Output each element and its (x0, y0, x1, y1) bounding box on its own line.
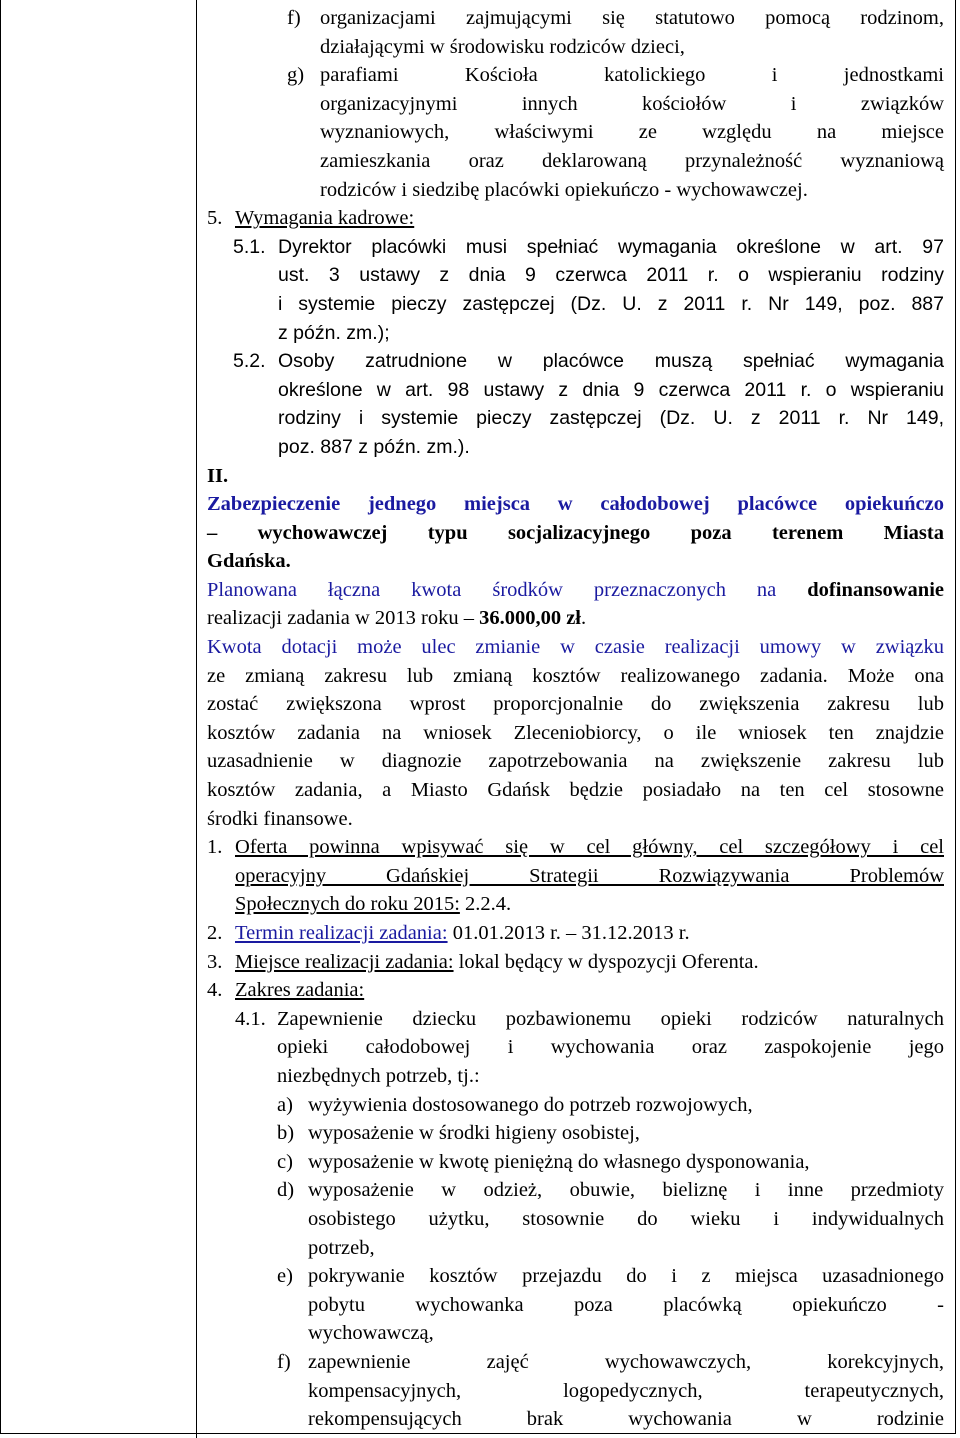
grant-line: Kwota dotacji może ulec zmianie w czasie realizacji umowy w związku (207, 636, 944, 659)
section-title-line: – wychowawczej typu socjalizacyjnego poza terenem Miasta (207, 521, 944, 544)
staff-item-5-1 (233, 233, 944, 347)
text-line: niezbędnych potrzeb, tj.: (277, 1064, 480, 1087)
text-line: wyposażenie w kwotę pieniężną do własnego dysponowania, (308, 1150, 810, 1173)
text-line: organizacyjnymi innych kościołów i związków (320, 92, 944, 115)
left-column (0, 0, 197, 1438)
underlined-text: Społecznych do roku 2015: (235, 893, 460, 916)
item-number: 3. (207, 950, 223, 973)
text-line: Zapewnienie dziecku pozbawionemu opieki rodziców naturalnych (277, 1007, 944, 1030)
amount-line (207, 576, 944, 605)
amount-text: Planowana łączna kwota środków przeznaczonych na (207, 578, 808, 601)
point-4 (207, 976, 944, 1005)
sub-item-b (277, 1119, 944, 1148)
point-4-1 (235, 1005, 944, 1091)
item-label: g) (287, 64, 305, 87)
amount-text: . (581, 607, 587, 630)
point-2 (207, 919, 944, 948)
sub-item-f (277, 1348, 944, 1434)
sub-item-e (277, 1262, 944, 1348)
item-label: e) (277, 1265, 293, 1288)
text-line (235, 890, 944, 919)
text-line: działającymi w środowisku rodziców dzieci, (320, 35, 685, 58)
text-line: rodziny i systemie pieczy zastępczej (Dz. U. z 2011 r. Nr 149, (278, 407, 944, 430)
text-line: parafiami Kościoła katolickiego i jednostkami (320, 64, 944, 87)
item-number: 2. (207, 922, 223, 944)
sub-item-d (277, 1176, 944, 1262)
grant-line: ze zmianą zakresu lub zmianą kosztów realizowanego zadania. Może ona (207, 664, 944, 687)
text-line: ust. 3 ustawy z dnia 9 czerwca 2011 r. o wspieraniu rodziny (278, 264, 944, 287)
staff-heading (207, 204, 944, 233)
amount-text: realizacji zadania w 2013 roku – (207, 607, 480, 630)
item-number: 4.1. (235, 1007, 266, 1030)
item-label: d) (277, 1179, 295, 1202)
text-line: potrzeb, (308, 1236, 375, 1259)
text-line: rekompensujących brak wychowania w rodzinie (308, 1408, 944, 1431)
item-number: 1. (207, 836, 223, 859)
grant-line: zostać zwiększona wprost proporcjonalnie do zwiększenia zakresu lub (207, 693, 944, 716)
staff-item-5-2 (233, 347, 944, 461)
text-line: rodziców i siedzibę placówki opiekuńczo - wychowawczej. (320, 178, 808, 201)
text-line: Osoby zatrudnione w placówce muszą spełniać wymagania (278, 350, 944, 373)
text-line: organizacjami zajmującymi się statutowo pomocą rodzinom, (320, 7, 944, 29)
text-line: Dyrektor placówki musi spełniać wymagania określone w art. 97 (278, 235, 944, 258)
amount-value: 36.000,00 zł (479, 607, 581, 630)
field-label: Miejsce realizacji zadania: (235, 950, 454, 973)
field-value: lokal będący w dyspozycji Oferenta. (453, 950, 759, 973)
text-line: wyposażenie w odzież, obuwie, bieliznę i inne przedmioty (308, 1179, 944, 1202)
grant-line: środki finansowe. (207, 807, 353, 830)
text-line: osobistego użytku, stosownie do wieku i indywidualnych (308, 1207, 944, 1230)
grant-line: kosztów zadania, a Miasto Gdańsk będzie posiadało na ten cel stosowne (207, 779, 944, 802)
item-label: f) (277, 1350, 291, 1373)
section-number: II. (207, 464, 229, 487)
text-line: wychowawczą, (308, 1322, 434, 1345)
text-line: operacyjny Gdańskiej Strategii Rozwiązywania Problemów (235, 864, 944, 887)
text-line: z późn. zm.); (278, 321, 390, 344)
item-number: 4. (207, 979, 223, 1002)
text-line: pobytu wychowanka poza placówką opiekuńczo - (308, 1293, 944, 1316)
item-label: b) (277, 1122, 295, 1145)
text-line: pokrywanie kosztów przejazdu do i z miejsca uzasadnionego (308, 1265, 944, 1288)
text-line: i systemie pieczy zastępczej (Dz. U. z 2011 r. Nr 149, poz. 887 (278, 292, 944, 315)
list-item-f (287, 4, 944, 61)
text-line: kompensacyjnych, logopedycznych, terapeutycznych, (308, 1379, 944, 1402)
field-label: Zakres zadania: (235, 979, 365, 1002)
text-line: określone w art. 98 ustawy z dnia 9 czerwca 2011 r. o wspieraniu (278, 378, 944, 401)
text-line: wyznaniowych, właściwymi ze względu na miejsce (320, 121, 944, 144)
document-content (207, 4, 944, 1434)
value-text: 2.2.4. (459, 893, 512, 916)
field-value: 01.01.2013 r. – 31.12.2013 r. (447, 922, 690, 944)
item-label: c) (277, 1150, 293, 1173)
sub-item-a (277, 1091, 944, 1120)
item-number: 5.1. (233, 235, 266, 258)
text-line: zamieszkania oraz deklarowaną przynależność wyznaniową (320, 149, 944, 172)
section-title-line: Gdańska. (207, 550, 291, 573)
text-line: Oferta powinna wpisywać się w cel główny, cel szczegółowy i cel (235, 836, 944, 859)
text-line: poz. 887 z późn. zm.). (278, 435, 470, 458)
sub-item-c (277, 1148, 944, 1177)
list-item-g (287, 61, 944, 204)
item-number: 5.2. (233, 350, 266, 373)
item-number: 5. (207, 207, 223, 230)
text-line: zapewnienie zajęć wychowawczych, korekcyjnych, (308, 1350, 944, 1373)
amount-emphasis: dofinansowanie (807, 578, 944, 601)
item-label: a) (277, 1093, 293, 1116)
field-label: Termin realizacji zadania: (235, 922, 448, 944)
item-label: f) (287, 7, 301, 29)
section-title-line: Zabezpieczenie jednego miejsca w całodobowej placówce opiekuńczo (207, 493, 944, 516)
point-3 (207, 948, 944, 977)
text-line: opieki całodobowej i wychowania oraz zaspokojenie jego (277, 1036, 944, 1059)
amount-line (207, 604, 944, 633)
point-1 (207, 833, 944, 919)
grant-line: uzasadnienie w diagnozie zapotrzebowania na zwiększenie zakresu lub (207, 750, 944, 773)
text-line: wyposażenie w środki higieny osobistej, (308, 1122, 640, 1145)
grant-line: kosztów zadania na wniosek Zleceniobiorcy, o ile wniosek ten znajdzie (207, 721, 944, 744)
text-line: wyżywienia dostosowanego do potrzeb rozwojowych, (308, 1093, 753, 1116)
section-heading: Wymagania kadrowe: (235, 207, 415, 230)
